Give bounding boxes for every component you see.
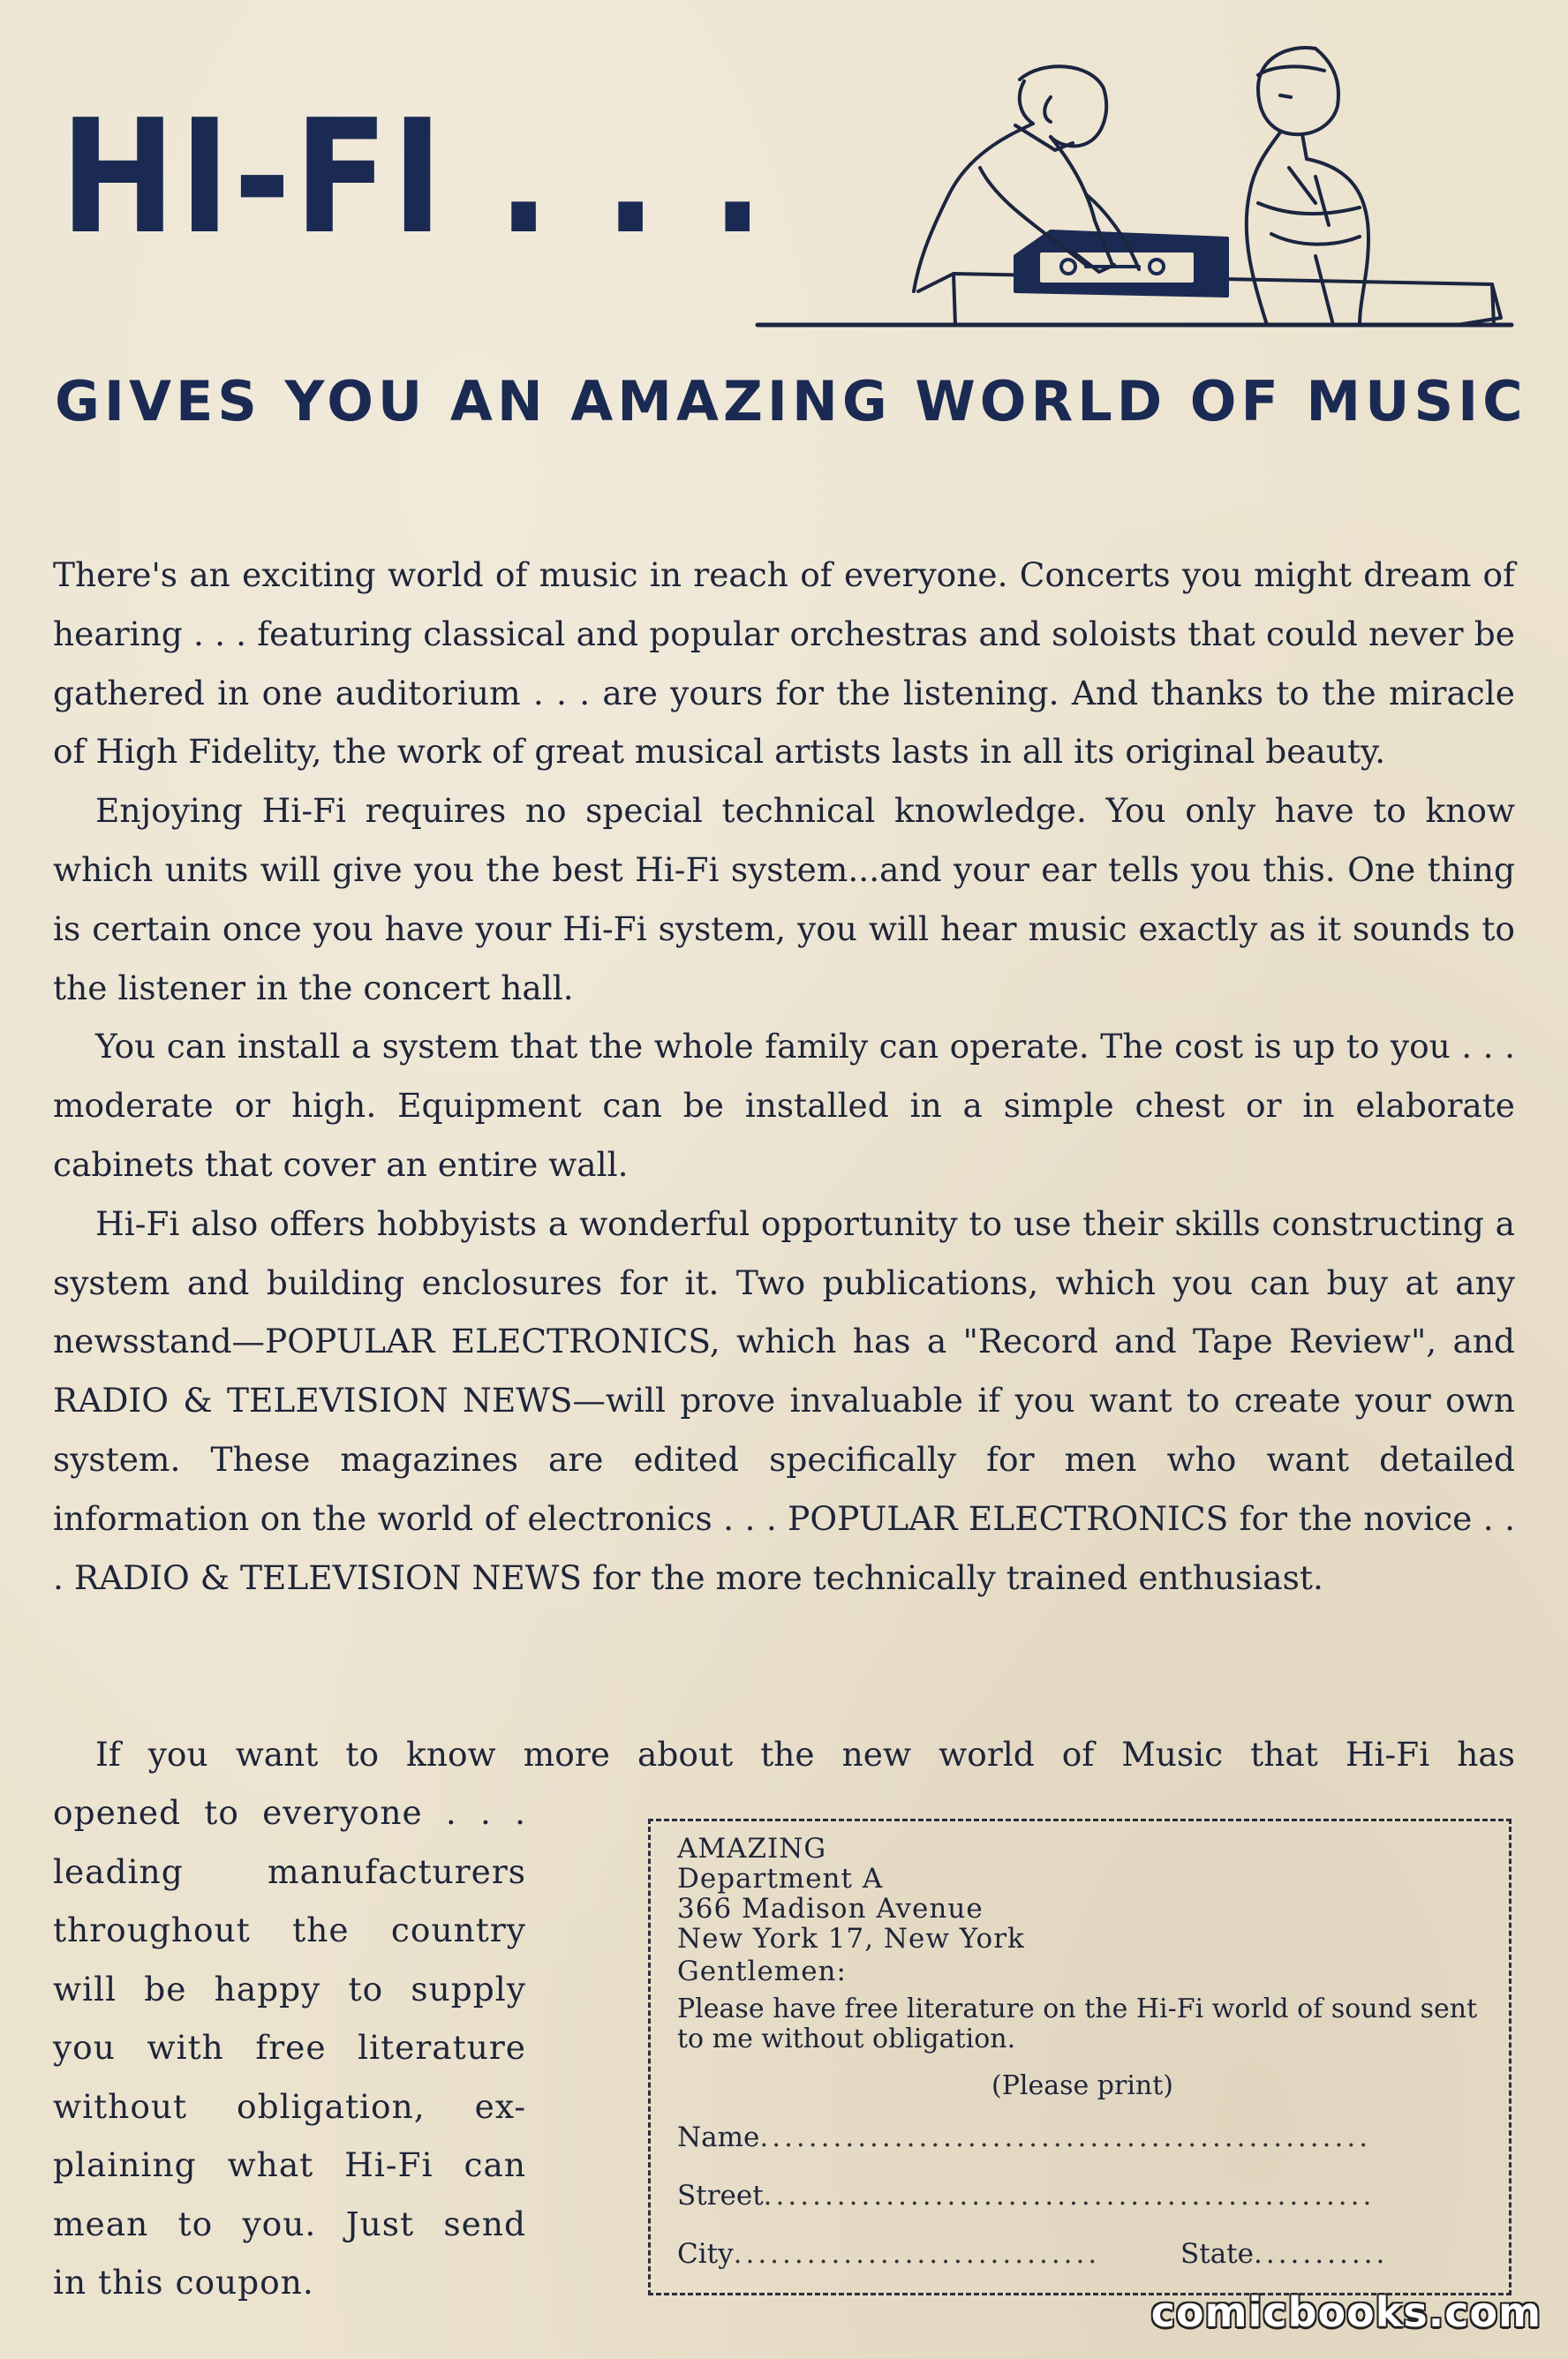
address-line: New York 17, New York: [677, 1923, 1025, 1955]
closing-paragraph-column: [53, 1783, 526, 2312]
coupon-address: [677, 1834, 1025, 1954]
state-label: State: [1180, 2238, 1254, 2270]
article-body: [53, 546, 1515, 1607]
closing-line: will be happy to supply: [53, 1969, 526, 2009]
address-line: 366 Madison Avenue: [677, 1893, 984, 1925]
state-field[interactable]: [1180, 2238, 1388, 2270]
paragraph-2: Enjoying Hi-Fi requires no special technical knowledge. You only have to know which units will give you the best Hi-Fi system...and your ear tells you this. One thing is certain once you have your Hi-Fi system, you will hear music exactly as it sounds to the listener in the concert hall.: [53, 791, 1515, 1007]
state-fill-line: ...........: [1253, 2238, 1389, 2270]
closing-line: without obligation, ex-: [53, 2086, 526, 2126]
subheadline: GIVES YOU AN AMAZING WORLD OF MUSIC: [55, 369, 1527, 433]
city-label: City: [677, 2238, 734, 2270]
coupon-request-text: Please have free literature on the Hi-Fi world of sound sent to me without obligation.: [677, 1993, 1478, 2054]
watermark: comicbooks.com: [1150, 2288, 1542, 2336]
city-field[interactable]: [677, 2238, 1172, 2270]
hi-fi-couple-illustration: [750, 26, 1527, 344]
mail-in-coupon: [648, 1819, 1511, 2295]
coupon-salutation: Gentlemen:: [677, 1956, 847, 1987]
headline: HI-FI . . .: [60, 86, 767, 268]
closing-paragraph-start: If you want to know more about the new world of Music that Hi-Fi has: [95, 1735, 1515, 1774]
street-label: Street: [677, 2180, 764, 2212]
closing-line: throughout the country: [53, 1911, 526, 1949]
city-fill-line: ..............................: [733, 2238, 1101, 2270]
address-line: Department A: [677, 1863, 884, 1895]
name-field[interactable]: [677, 2122, 1489, 2153]
closing-line: mean to you. Just send: [53, 2204, 526, 2243]
street-fill-line: ..................................................: [763, 2180, 1376, 2212]
street-field[interactable]: [677, 2180, 1489, 2212]
closing-line: opened to everyone . . .: [53, 1793, 526, 1832]
coupon-print-note: (Please print): [991, 2070, 1174, 2101]
address-line: AMAZING: [677, 1833, 827, 1865]
closing-line: in this coupon.: [53, 2263, 314, 2302]
paragraph-4: Hi-Fi also offers hobbyists a wonderful opportunity to use their skills constructing a system and building enclosures for it. Two publications, which you can buy at any newsstand—POPULAR ELECTRONICS, which has a "Record and Tape Review", and RADIO & TELEVISION NEWS—will prove invaluable if you want to create your own system. These magazines are edited specifically for men who want detailed information on the world of electronics . . . POPULAR ELECTRONICS for the novice . . . RADIO & TELEVISION NEWS for the more technically trained enthusiast.: [53, 1203, 1515, 1597]
name-label: Name: [677, 2122, 760, 2153]
paragraph-3: You can install a system that the whole family can operate. The cost is up to you . . . moderate or high. Equipment can be installed in a simple chest or in elaborate cabinets that cover an entire wall.: [53, 1027, 1515, 1184]
closing-line: leading manufacturers: [53, 1851, 526, 1891]
name-fill-line: ..................................................: [759, 2122, 1372, 2153]
paragraph-1: There's an exciting world of music in reach of everyone. Concerts you might dream of hearing . . . featuring classical and popular orchestras and soloists that could never be gathered in one auditorium . . . are yours for the listening. And thanks to the miracle of High Fidelity, the work of great musical artists lasts in all its original beauty.: [53, 555, 1515, 772]
closing-line: plaining what Hi-Fi can: [53, 2145, 526, 2184]
closing-line: you with free literature: [53, 2028, 526, 2067]
